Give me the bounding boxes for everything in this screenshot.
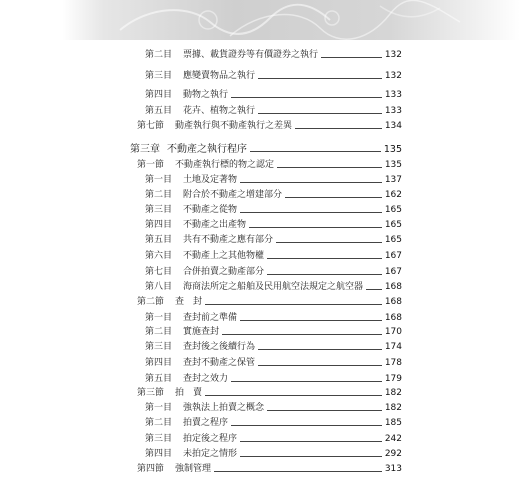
toc-entry-label bbox=[137, 160, 274, 171]
toc-item-entry bbox=[145, 103, 402, 117]
toc-page-number: 165 bbox=[384, 235, 402, 245]
toc-entry-label bbox=[145, 434, 237, 445]
toc-item-entry bbox=[145, 187, 402, 201]
toc-entry-number: 第三目 bbox=[145, 434, 173, 444]
toc-entry-label bbox=[137, 121, 292, 132]
toc-page-number: 167 bbox=[384, 267, 402, 277]
leader-line bbox=[258, 113, 382, 114]
leader-line bbox=[267, 274, 382, 275]
leader-line bbox=[240, 456, 382, 457]
toc-page-number: 134 bbox=[384, 121, 402, 131]
toc-entry-label bbox=[130, 144, 247, 155]
toc-entry-number: 第五目 bbox=[145, 106, 173, 116]
toc-entry-label bbox=[145, 403, 264, 414]
toc-entry-label bbox=[145, 449, 237, 460]
toc-section-entry bbox=[137, 294, 402, 308]
toc-page-number: 165 bbox=[384, 220, 402, 230]
toc-entry-number: 第二節 bbox=[137, 297, 165, 307]
toc-entry-title: 不動產之從物 bbox=[183, 205, 238, 215]
toc-entry-title: 未拍定之情形 bbox=[183, 449, 238, 459]
toc-entry-number: 第三目 bbox=[145, 205, 173, 215]
leader-line bbox=[205, 304, 382, 305]
toc-page-number: 132 bbox=[384, 50, 402, 60]
toc-page-number: 182 bbox=[384, 403, 402, 413]
toc-page-number: 174 bbox=[384, 342, 402, 352]
toc-item-entry bbox=[145, 446, 402, 460]
toc-entry-number: 第四目 bbox=[145, 358, 173, 368]
toc-entry-title: 應變賣物品之執行 bbox=[183, 71, 256, 81]
toc-item-entry bbox=[145, 248, 402, 262]
toc-page-number: 167 bbox=[384, 251, 402, 261]
leader-line bbox=[240, 441, 382, 442]
leader-line bbox=[214, 471, 382, 472]
leader-line bbox=[258, 365, 382, 366]
toc-item-entry bbox=[145, 264, 402, 278]
leader-line bbox=[205, 395, 382, 396]
toc-entry-number: 第一節 bbox=[137, 160, 165, 170]
toc-entry-number: 第五目 bbox=[145, 374, 173, 384]
toc-item-entry bbox=[145, 339, 402, 353]
leader-line bbox=[295, 128, 382, 129]
toc-item-entry bbox=[145, 310, 402, 324]
toc-entry-number: 第七節 bbox=[137, 121, 165, 131]
toc-item-entry bbox=[145, 371, 402, 385]
leader-line bbox=[231, 381, 382, 382]
toc-entry-label bbox=[145, 342, 255, 353]
toc-entry-title: 海商法所定之船舶及民用航空法規定之航空器 bbox=[183, 282, 364, 292]
toc-entry-number: 第四節 bbox=[137, 464, 165, 474]
toc-entry-label bbox=[145, 71, 255, 82]
toc-entry-label bbox=[137, 464, 211, 475]
leader-line bbox=[321, 57, 382, 58]
toc-page-number: 313 bbox=[384, 464, 402, 474]
toc-item-entry bbox=[145, 279, 402, 293]
toc-entry-title: 不動產執行標的物之認定 bbox=[175, 160, 275, 170]
leader-line bbox=[267, 410, 382, 411]
leader-line bbox=[240, 212, 382, 213]
toc-entry-label bbox=[145, 220, 246, 231]
toc-item-entry bbox=[145, 400, 402, 414]
leader-line bbox=[366, 289, 382, 290]
toc-entry-label bbox=[137, 297, 202, 308]
toc-entry-title: 花卉、植物之執行 bbox=[183, 106, 256, 116]
toc-entry-title: 土地及定著物 bbox=[183, 175, 238, 185]
toc-entry-title: 共有不動產之應有部分 bbox=[183, 235, 274, 245]
toc-entry-number: 第五目 bbox=[145, 235, 173, 245]
leader-line bbox=[240, 182, 382, 183]
toc-entry-label bbox=[137, 388, 202, 399]
leader-line bbox=[276, 242, 382, 243]
toc-entry-label bbox=[145, 418, 228, 429]
toc-entry-label bbox=[145, 106, 255, 117]
toc-page-number: 168 bbox=[384, 282, 402, 292]
toc-entry-label bbox=[145, 251, 264, 262]
leader-line bbox=[277, 167, 382, 168]
toc-entry-title: 強執法上拍賣之概念 bbox=[183, 403, 265, 413]
leader-line bbox=[222, 334, 382, 335]
toc-page-number: 165 bbox=[384, 205, 402, 215]
toc-entry-title: 查封後之後續行為 bbox=[183, 342, 256, 352]
toc-entry-title: 不動產之出產物 bbox=[183, 220, 247, 230]
toc-page-number: 182 bbox=[384, 388, 402, 398]
toc-entry-title: 不動產上之其他物權 bbox=[183, 251, 265, 261]
toc-item-entry bbox=[145, 172, 402, 186]
toc-page-number: 135 bbox=[384, 160, 402, 170]
toc-section-entry bbox=[137, 461, 402, 475]
toc-section-entry bbox=[137, 118, 402, 132]
toc-entry-title: 查封前之準備 bbox=[183, 313, 238, 323]
toc-page-number: 179 bbox=[384, 374, 402, 384]
toc-page-number: 137 bbox=[384, 175, 402, 185]
toc-item-entry bbox=[145, 87, 402, 101]
toc-entry-number: 第二目 bbox=[145, 190, 173, 200]
toc-item-entry bbox=[145, 232, 402, 246]
toc-page-number: 178 bbox=[384, 358, 402, 368]
toc-item-entry bbox=[145, 431, 402, 445]
leader-line bbox=[285, 197, 382, 198]
toc-entry-label bbox=[145, 267, 264, 278]
leader-line bbox=[231, 97, 382, 98]
toc-entry-title: 票據、載貨證券等有價證券之執行 bbox=[183, 50, 319, 60]
toc-entry-title: 查封之效力 bbox=[183, 374, 229, 384]
toc-entry-title: 不動產之執行程序 bbox=[167, 144, 247, 155]
leader-line bbox=[231, 425, 382, 426]
toc-page-number: 135 bbox=[383, 144, 402, 155]
toc-item-entry bbox=[145, 47, 402, 61]
toc-chapter-entry bbox=[130, 141, 402, 155]
toc-entry-number: 第六目 bbox=[145, 251, 173, 261]
toc-item-entry bbox=[145, 202, 402, 216]
toc-item-entry bbox=[145, 324, 402, 338]
toc-entry-number: 第四目 bbox=[145, 90, 173, 100]
toc-entry-number: 第七目 bbox=[145, 267, 173, 277]
toc-section-entry bbox=[137, 385, 402, 399]
leader-line bbox=[258, 349, 382, 350]
toc-entry-label bbox=[145, 327, 219, 338]
toc-entry-title: 合併拍賣之動產部分 bbox=[183, 267, 265, 277]
toc-page-number: 242 bbox=[384, 434, 402, 444]
toc-page-number: 133 bbox=[384, 90, 402, 100]
toc-entry-number: 第二目 bbox=[145, 50, 173, 60]
toc-entry-label bbox=[145, 374, 228, 385]
toc-entry-number: 第三目 bbox=[145, 342, 173, 352]
toc-entry-label bbox=[145, 50, 318, 61]
toc-page-number: 132 bbox=[384, 71, 402, 81]
toc-entry-number: 第一目 bbox=[145, 175, 173, 185]
toc-entry-number: 第三節 bbox=[137, 388, 165, 398]
toc-entry-title: 拍定後之程序 bbox=[183, 434, 238, 444]
toc-entry-title: 查封不動產之保管 bbox=[183, 358, 256, 368]
toc-entry-label bbox=[145, 190, 282, 201]
toc-item-entry bbox=[145, 415, 402, 429]
toc-entry-title: 動產執行與不動產執行之差異 bbox=[175, 121, 293, 131]
toc-page-number: 133 bbox=[384, 106, 402, 116]
toc-entry-title: 強制管理 bbox=[175, 464, 212, 474]
toc-entry-title: 拍 賣 bbox=[175, 388, 203, 398]
toc-entry-label bbox=[145, 358, 255, 369]
toc-entry-title: 實施查封 bbox=[183, 327, 220, 337]
toc-section-entry bbox=[137, 157, 402, 171]
toc-entry-label bbox=[145, 90, 228, 101]
toc-page-number: 168 bbox=[384, 297, 402, 307]
leader-line bbox=[249, 227, 382, 228]
toc-entry-label bbox=[145, 282, 363, 293]
toc-entry-label bbox=[145, 175, 237, 186]
leader-line bbox=[240, 320, 382, 321]
toc-entry-number: 第一目 bbox=[145, 403, 173, 413]
leader-line bbox=[258, 78, 382, 79]
toc-entry-number: 第二目 bbox=[145, 327, 173, 337]
toc-entry-title: 拍賣之程序 bbox=[183, 418, 229, 428]
toc-entry-title: 附合於不動產之增建部分 bbox=[183, 190, 283, 200]
toc-entry-number: 第八目 bbox=[145, 282, 173, 292]
toc-entry-number: 第四目 bbox=[145, 220, 173, 230]
toc-entry-title: 查 封 bbox=[175, 297, 203, 307]
toc-page-number: 170 bbox=[384, 327, 402, 337]
toc-item-entry bbox=[145, 355, 402, 369]
toc-entry-number: 第四目 bbox=[145, 449, 173, 459]
toc-entry-label bbox=[145, 205, 237, 216]
toc-page-number: 292 bbox=[384, 449, 402, 459]
toc-page-number: 168 bbox=[384, 313, 402, 323]
toc-entry-number: 第三目 bbox=[145, 71, 173, 81]
leader-line bbox=[250, 151, 381, 152]
toc-entry-title: 動物之執行 bbox=[183, 90, 229, 100]
toc-entry-label bbox=[145, 313, 237, 324]
toc-page-number: 185 bbox=[384, 418, 402, 428]
toc-entry-number: 第三章 bbox=[130, 144, 160, 155]
toc-entry-label bbox=[145, 235, 273, 246]
toc-entry-number: 第一目 bbox=[145, 313, 173, 323]
toc-entry-number: 第二目 bbox=[145, 418, 173, 428]
toc-item-entry bbox=[145, 68, 402, 82]
toc-page-number: 162 bbox=[384, 190, 402, 200]
toc-item-entry bbox=[145, 217, 402, 231]
leader-line bbox=[267, 258, 382, 259]
